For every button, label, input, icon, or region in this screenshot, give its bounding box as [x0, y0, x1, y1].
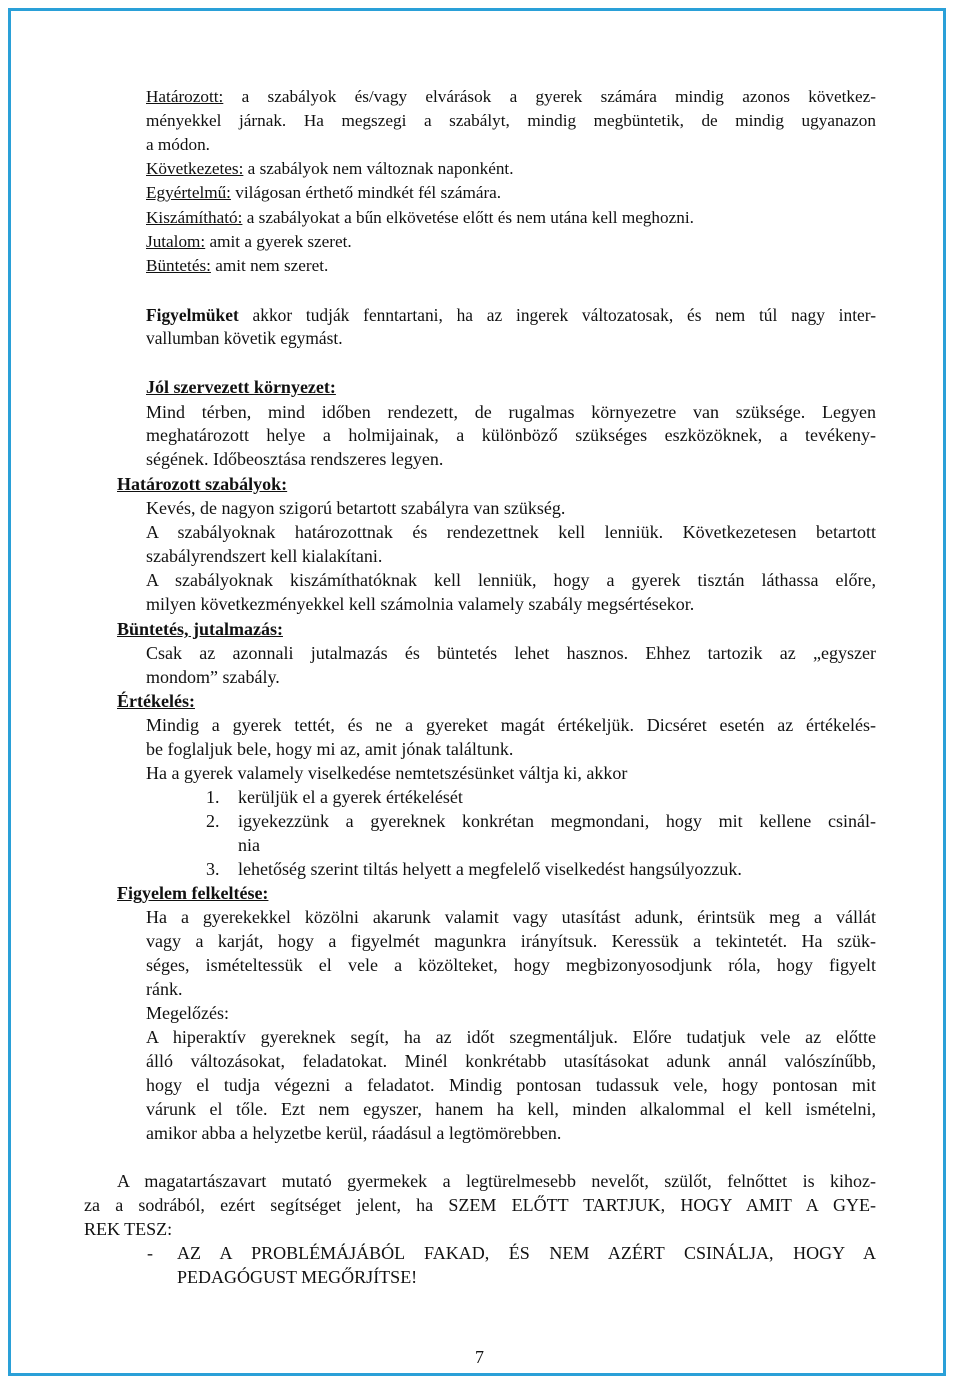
focus-line: A hiperaktív gyereknek segít, ha az időt szegmentáljuk. Előre tudatjuk vele az előtte: [146, 1027, 876, 1047]
eval-line: be foglaljuk bele, hogy mi az, amit jónak találtunk.: [146, 739, 514, 759]
eval-list-number: 1.: [206, 787, 220, 807]
definition-line: ményekkel járnak. Ha megszegi a szabályt, mindig megbüntetik, de mindig ugyanazon: [146, 111, 876, 130]
bullet-dash: -: [147, 1243, 153, 1263]
closing-bullet: PEDAGÓGUST MEGŐRJÍTSE!: [177, 1267, 418, 1287]
eval-list-item: lehetőség szerint tiltás helyett a megfelelő viselkedést hangsúlyozzuk.: [238, 859, 742, 879]
definition-line: a módon.: [146, 135, 210, 154]
focus-line: hogy el tudja végezni a feladatot. Mindig pontosan tudassuk vele, hogy pontosan mit: [146, 1075, 876, 1095]
eval-line: Mindig a gyerek tettét, és ne a gyereket magát értékeljük. Dicséret esetén az értékelés-: [146, 715, 876, 735]
focus-line: séges, ismételtessük el vele a közölteket, hogy megbizonyosodjunk róla, hogy figyelt: [146, 955, 876, 975]
definition-buntetes: Büntetés: amit nem szeret.: [146, 256, 329, 275]
term-label: Jutalom:: [146, 232, 206, 251]
term-label: Kiszámítható:: [146, 208, 243, 227]
env-line: meghatározott helye a holmijainak, a különböző szükséges eszközöknek, a tevékeny-: [146, 425, 876, 445]
closing-bullet: AZ A PROBLÉMÁJÁBÓL FAKAD, ÉS NEM AZÉRT CSINÁLJA, HOGY A: [177, 1243, 876, 1263]
section-heading-focus: Figyelem felkeltése:: [117, 883, 269, 903]
definition-kiszamithato: Kiszámítható: a szabályokat a bűn elkövetése előtt és nem utána kell meghozni.: [146, 208, 694, 227]
attention-bold: Figyelmüket: [146, 305, 239, 325]
definition-hatarozott: Határozott: a szabályok és/vagy elvárások a gyerek számára mindig azonos következ-: [146, 87, 876, 106]
page-number: 7: [475, 1347, 484, 1367]
eval-list-item: kerüljük el a gyerek értékelését: [238, 787, 463, 807]
attention-line: vallumban követik egymást.: [146, 328, 343, 348]
focus-line: amikor abba a helyzetbe kerül, ráadásul a legtömörebben.: [146, 1123, 562, 1143]
env-line: Mind térben, mind időben rendezett, de rugalmas környezetre van szüksége. Legyen: [146, 402, 876, 422]
rules-line: milyen következményekkel kell számolnia valamely szabály megsértésekor.: [146, 594, 695, 614]
term-label: Büntetés:: [146, 256, 211, 275]
section-heading-env: Jól szervezett környezet:: [146, 377, 336, 397]
definition-kovetkezetes: Következetes: a szabályok nem változnak naponként.: [146, 159, 514, 178]
punish-line: mondom” szabály.: [146, 667, 280, 687]
rules-line: szabályrendszert kell kialakítani.: [146, 546, 383, 566]
eval-list-item: nia: [238, 835, 260, 855]
closing-line: za a sodrából, ezért segítséget jelent, ha SZEM ELŐTT TARTJUK, HOGY AMIT A GYE-: [84, 1195, 876, 1215]
env-line: ségének. Időbeosztása rendszeres legyen.: [146, 449, 444, 469]
focus-line: ránk.: [146, 979, 183, 999]
eval-list-number: 3.: [206, 859, 220, 879]
section-heading-rules: Határozott szabályok:: [117, 474, 288, 494]
term-label: Következetes:: [146, 159, 244, 178]
section-heading-eval: Értékelés:: [117, 691, 195, 711]
rules-line: A szabályoknak kiszámíthatóknak kell lenniük, hogy a gyerek tisztán láthassa előre,: [146, 570, 876, 590]
focus-line: álló változásokat, feladatokat. Minél konkrétabb utasításokat adunk annál valószínűbb,: [146, 1051, 876, 1071]
eval-list-number: 2.: [206, 811, 220, 831]
attention-paragraph: Figyelmüket akkor tudják fenntartani, ha az ingerek változatosak, és nem túl nagy inter-: [146, 305, 876, 325]
focus-line: várunk el tőle. Ezt nem egyszer, hanem ha kell, minden alkalommal el kell ismételni,: [146, 1099, 876, 1119]
section-heading-punish: Büntetés, jutalmazás:: [117, 619, 283, 639]
focus-line: vagy a karját, hogy a figyelmét magunkra irányítsuk. Keressük a tekintetét. Ha szük-: [146, 931, 876, 951]
rules-line: Kevés, de nagyon szigorú betartott szabályra van szükség.: [146, 498, 566, 518]
eval-list-item: igyekezzünk a gyereknek konkrétan megmondani, hogy mit kellene csinál-: [238, 811, 876, 831]
eval-line: Ha a gyerek valamely viselkedése nemtetszésünket váltja ki, akkor: [146, 763, 628, 783]
term-label: Határozott:: [146, 87, 224, 106]
definition-jutalom: Jutalom: amit a gyerek szeret.: [146, 232, 352, 251]
term-label: Egyértelmű:: [146, 183, 231, 202]
definition-egyertelmu: Egyértelmű: világosan érthető mindkét fél számára.: [146, 183, 502, 202]
rules-line: A szabályoknak határozottnak és rendezettnek kell lenniük. Következetesen betartott: [146, 522, 876, 542]
focus-line: Ha a gyerekekkel közölni akarunk valamit vagy utasítást adunk, érintsük meg a vállát: [146, 907, 876, 927]
closing-line: A magatartászavart mutató gyermekek a legtürelmesebb nevelőt, szülőt, felnőttet is kihoz-: [117, 1171, 876, 1191]
closing-line: REK TESZ:: [84, 1219, 173, 1239]
prevention-label: Megelőzés:: [146, 1003, 229, 1023]
punish-line: Csak az azonnali jutalmazás és büntetés lehet hasznos. Ehhez tartozik az „egyszer: [146, 643, 876, 663]
